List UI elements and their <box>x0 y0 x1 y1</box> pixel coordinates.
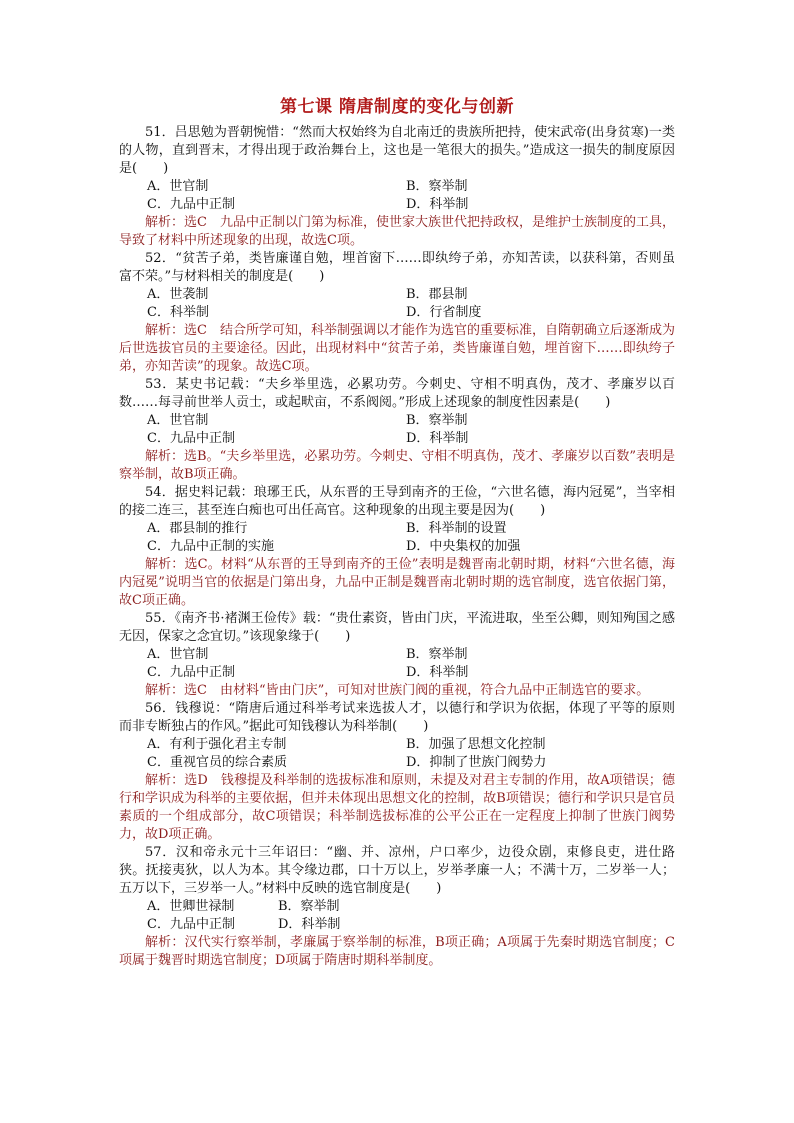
option-b: B．察举制 <box>406 647 468 662</box>
document-page <box>119 96 675 970</box>
option-c: C．九品中正制 <box>147 197 235 212</box>
option-list <box>147 898 675 934</box>
question-stem: 51．吕思勉为晋朝惋惜：“然而大权始终为自北南迁的贵族所把持，使宋武帝(出身贫寒)一类的人物，直到晋末，才得出现于政治舞台上，这也是一笔很大的损失。”造成这一损失的制度原因是( ) <box>119 125 675 176</box>
option-list <box>147 178 675 214</box>
question-55 <box>119 610 675 700</box>
option-c: C．九品中正制 <box>147 665 235 680</box>
option-d: D．行省制度 <box>406 305 482 320</box>
option-list <box>147 646 675 682</box>
option-c: C．九品中正制的实施 <box>147 539 274 554</box>
option-list <box>147 286 675 322</box>
question-stem: 55．《南齐书·褚渊王俭传》载：“贵仕素资，皆由门庆，平流进取，坐至公卿，则知殉国之感无因，保家之念宜切。”该现象缘于( ) <box>119 611 675 644</box>
answer-explanation: 解析：选C。材料“从东晋的王导到南齐的王俭”表明是魏晋南北朝时期，材料“六世名德，海内冠冕”说明当官的依据是门第出身，九品中正制是魏晋南北朝时期的选官制度，选官依据门第，故C项正确。 <box>119 557 675 608</box>
question-52 <box>119 250 675 376</box>
option-a: A．世卿世禄制 <box>147 899 235 914</box>
option-d: D．抑制了世族门阀势力 <box>406 755 547 770</box>
option-c: C．九品中正制 <box>147 431 235 446</box>
option-list <box>147 520 675 556</box>
answer-explanation: 解析：选B。“夫乡举里选，必累功劳。今刺史、守相不明真伪，茂才、孝廉岁以百数”表明是察举制，故B项正确。 <box>119 449 675 482</box>
answer-explanation: 解析：汉代实行察举制，孝廉属于察举制的标准，B项正确；A项属于先秦时期选官制度；C项属于魏晋时期选官制度；D项属于隋唐时期科举制度。 <box>119 935 675 968</box>
option-list <box>147 412 675 448</box>
option-a: A．世官制 <box>147 413 209 428</box>
answer-explanation: 解析：选C 九品中正制以门第为标准，使世家大族世代把持政权，是维护士族制度的工具，导致了材料中所述现象的出现，故选C项。 <box>119 215 675 248</box>
lesson-title: 第七课 隋唐制度的变化与创新 <box>280 97 514 117</box>
answer-explanation: 解析：选C 由材料“皆由门庆”，可知对世族门阀的重视，符合九品中正制选官的要求。 <box>145 683 650 698</box>
option-c: C．重视官员的综合素质 <box>147 755 287 770</box>
option-c: C．科举制 <box>147 305 209 320</box>
option-b: B．郡县制 <box>406 287 468 302</box>
answer-explanation: 解析：选C 结合所学可知，科举制强调以才能作为选官的重要标准，自隋朝确立后逐渐成为后世选拔官员的主要途径。因此，出现材料中“贫苦子弟，类皆廉谨自勉，埋首窗下……即纨绔子弟，亦知苦读”的现象。故选C项。 <box>119 323 675 374</box>
question-stem: 57．汉和帝永元十三年诏曰：“幽、并、凉州，户口率少，边役众剧，束修良吏，进仕路狭。抚接夷狄，以人为本。其令缘边郡，口十万以上，岁举孝廉一人；不满十万，二岁举一人；五万以下，三岁举一人。”材料中反映的选官制度是( ) <box>119 845 675 896</box>
option-d: D．科举制 <box>406 665 469 680</box>
option-d: D．科举制 <box>278 917 341 932</box>
question-stem: 54．据史料记载：琅琊王氏，从东晋的王导到南齐的王俭，“六世名德，海内冠冕”，当宰相的接二连三，甚至连白痴也可出任高官。这种现象的出现主要是因为( ) <box>119 485 675 518</box>
option-d: D．中央集权的加强 <box>406 539 521 554</box>
question-51 <box>119 124 675 250</box>
option-d: D．科举制 <box>406 197 469 212</box>
question-56 <box>119 700 675 844</box>
answer-explanation: 解析：选D 钱穆提及科举制的选拔标准和原则，未提及对君主专制的作用，故A项错误；德行和学识成为科举的主要依据，但并未体现出思想文化的控制，故B项错误；德行和学识只是官员素质的一个组成部分，故C项错误；科举制选拔标准的公平公正在一定程度上抑制了世族门阀势力，故D项正确。 <box>119 773 675 842</box>
option-a: A．世官制 <box>147 179 209 194</box>
question-53 <box>119 376 675 484</box>
option-b: B．科举制的设置 <box>406 521 507 536</box>
option-a: A．世袭制 <box>147 287 209 302</box>
option-b: B．加强了思想文化控制 <box>406 737 546 752</box>
question-stem: 56．钱穆说：“隋唐后通过科举考试来选拔人才，以德行和学识为依据，体现了平等的原则而非专断独占的作风。”据此可知钱穆认为科举制( ) <box>119 701 675 734</box>
option-a: A．有利于强化君主专制 <box>147 737 287 752</box>
question-stem: 53．某史书记载：“夫乡举里选，必累功劳。今刺史、守相不明真伪，茂才、孝廉岁以百数……每寻前世举人贡士，或起畎亩，不系阀阅。”形成上述现象的制度性因素是( ) <box>119 377 675 410</box>
question-57 <box>119 844 675 970</box>
option-b: B．察举制 <box>406 413 468 428</box>
option-d: D．科举制 <box>406 431 469 446</box>
option-b: B．察举制 <box>406 179 468 194</box>
question-54 <box>119 484 675 610</box>
option-list <box>147 736 675 772</box>
option-a: A．世官制 <box>147 647 209 662</box>
option-b: B．察举制 <box>278 899 340 914</box>
option-a: A．郡县制的推行 <box>147 521 248 536</box>
question-stem: 52．“贫苦子弟，类皆廉谨自勉，埋首窗下……即纨绔子弟，亦知苦读，以获科第，否则虽富不荣。”与材料相关的制度是( ) <box>119 251 675 284</box>
option-c: C．九品中正制 <box>147 917 235 932</box>
